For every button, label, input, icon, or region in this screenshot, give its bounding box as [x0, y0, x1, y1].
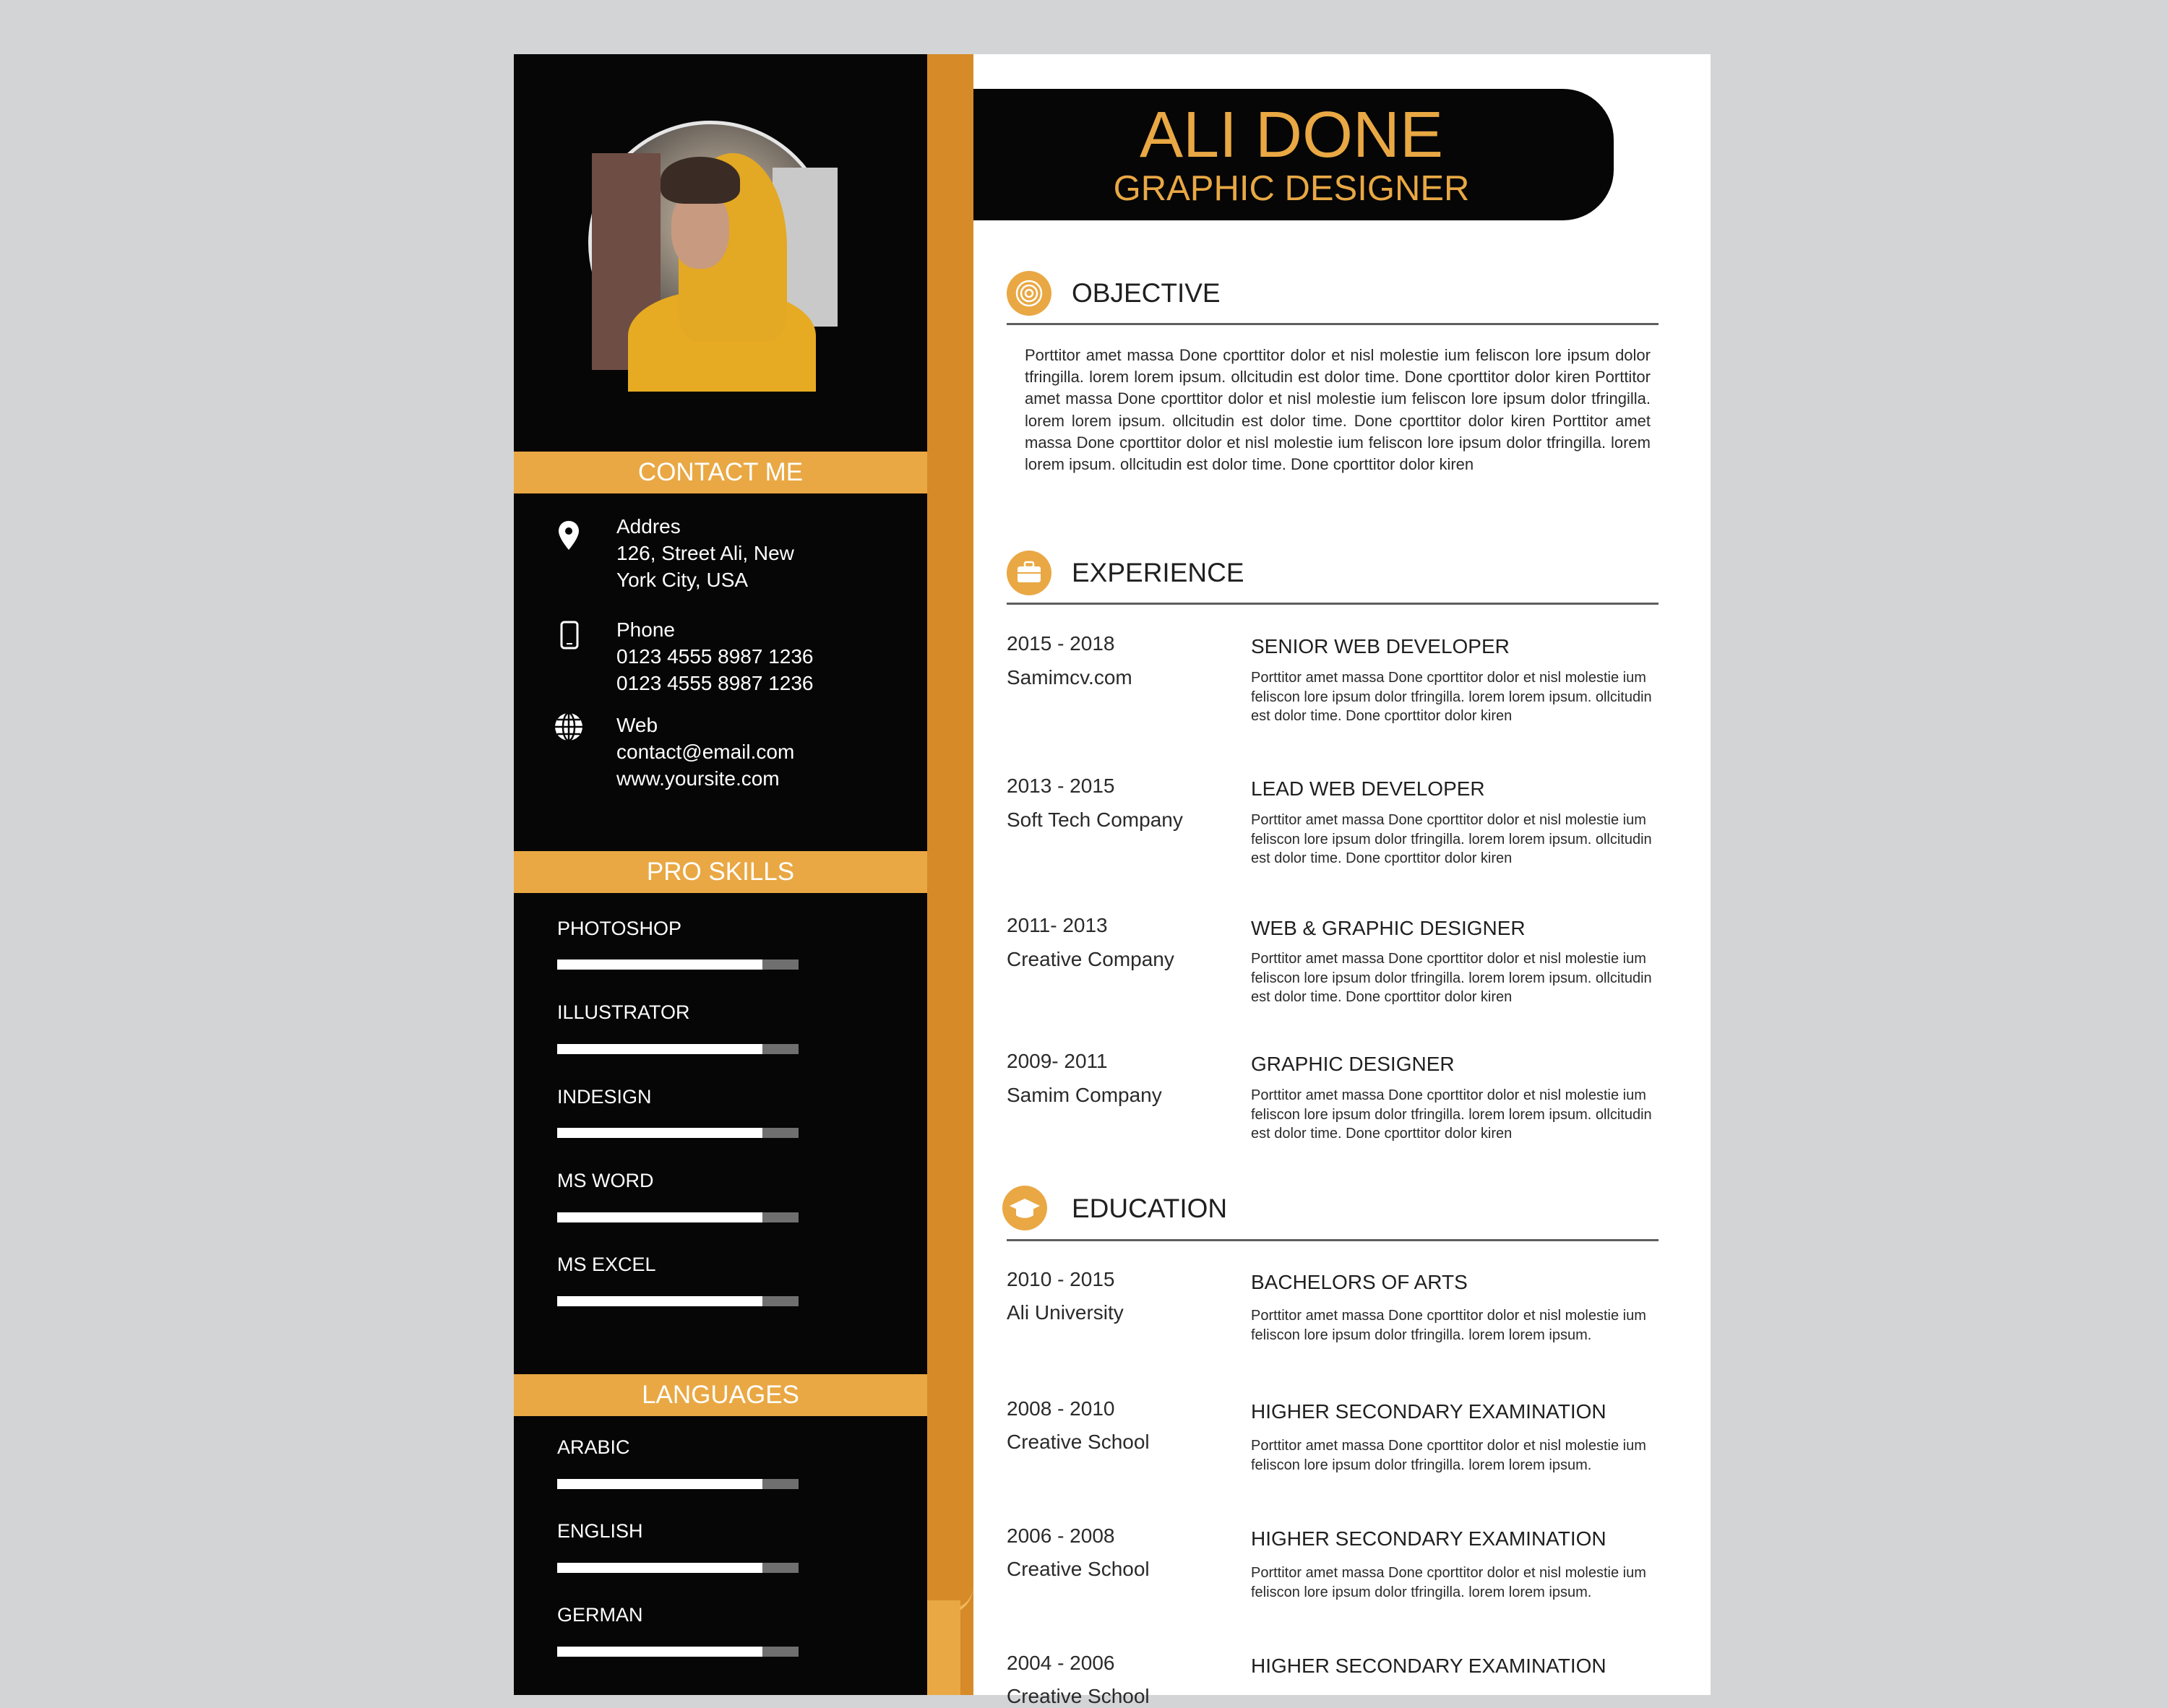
experience-company: Soft Tech Company: [1007, 808, 1183, 831]
section-divider: [1007, 603, 1659, 605]
phone-number: 0123 4555 8987 1236: [616, 672, 814, 694]
skill-name: PHOTOSHOP: [557, 918, 682, 939]
accent-strip: [927, 54, 973, 1695]
education-degree: HIGHER SECONDARY EXAMINATION: [1251, 1655, 1606, 1677]
education-school: Creative School: [1007, 1685, 1150, 1707]
education-description: Porttitor amet massa Done cporttitor dolor et nisl molestie ium feliscon lore ipsum dolor tfringilla. lorem lorem ipsum.: [1251, 1308, 1646, 1343]
person-name: ALI DONE: [1139, 99, 1444, 171]
language-name: GERMAN: [557, 1604, 643, 1626]
skill-name: INDESIGN: [557, 1086, 652, 1108]
education-degree: HIGHER SECONDARY EXAMINATION: [1251, 1400, 1606, 1423]
phone-icon: [551, 618, 586, 652]
contact-address: [616, 513, 794, 593]
experience-heading: EXPERIENCE: [1072, 558, 1244, 587]
education-description: Porttitor amet massa Done cporttitor dolor et nisl molestie ium feliscon lore ipsum dolor tfringilla. lorem lorem ipsum.: [1251, 1565, 1646, 1600]
address-line: 126, Street Ali, New: [616, 542, 794, 564]
contact-web: [616, 712, 794, 792]
language-name: ENGLISH: [557, 1520, 643, 1542]
language-bar: [557, 1479, 799, 1489]
contact-phone: [616, 616, 814, 696]
experience-company: Samimcv.com: [1007, 666, 1132, 689]
section-divider: [1007, 1239, 1659, 1241]
education-school: Creative School: [1007, 1558, 1150, 1580]
experience-title: WEB & GRAPHIC DESIGNER: [1251, 917, 1526, 939]
education-school: Ali University: [1007, 1301, 1124, 1324]
resume-page: [514, 54, 1711, 1707]
address-label: Addres: [616, 515, 681, 538]
contact-heading: CONTACT ME: [514, 452, 927, 493]
target-icon: [1007, 271, 1051, 316]
website-text: www.yoursite.com: [616, 767, 780, 790]
skill-name: MS WORD: [557, 1170, 654, 1191]
profile-photo: [588, 121, 833, 365]
skill-name: MS EXCEL: [557, 1254, 656, 1275]
education-degree: HIGHER SECONDARY EXAMINATION: [1251, 1527, 1606, 1550]
phone-label: Phone: [616, 618, 675, 641]
experience-title: SENIOR WEB DEVELOPER: [1251, 635, 1510, 657]
languages-heading: LANGUAGES: [514, 1374, 927, 1416]
experience-title: GRAPHIC DESIGNER: [1251, 1053, 1455, 1075]
sidebar: [514, 54, 927, 1695]
skill-bar: [557, 1212, 799, 1222]
education-years: 2004 - 2006: [1007, 1652, 1115, 1674]
skill-bar: [557, 1128, 799, 1138]
language-bar: [557, 1563, 799, 1573]
experience-years: 2009- 2011: [1007, 1050, 1108, 1072]
language-name: ARABIC: [557, 1436, 630, 1458]
skill-bar: [557, 1296, 799, 1306]
briefcase-icon: [1007, 551, 1051, 595]
experience-years: 2011- 2013: [1007, 914, 1108, 936]
experience-years: 2013 - 2015: [1007, 775, 1115, 797]
education-degree: BACHELORS OF ARTS: [1251, 1271, 1468, 1293]
experience-title: LEAD WEB DEVELOPER: [1251, 777, 1485, 800]
education-description: Porttitor amet massa Done cporttitor dolor et nisl molestie ium feliscon lore ipsum dolor tfringilla. lorem lorem ipsum.: [1251, 1438, 1646, 1473]
education-school: Creative School: [1007, 1431, 1150, 1453]
phone-number: 0123 4555 8987 1236: [616, 645, 814, 668]
section-divider: [1007, 323, 1659, 325]
experience-years: 2015 - 2018: [1007, 632, 1115, 655]
email-text: contact@email.com: [616, 741, 795, 763]
language-bar: [557, 1647, 799, 1657]
experience-description: Porttitor amet massa Done cporttitor dolor et nisl molestie ium feliscon lore ipsum dolor tfringilla. lorem lorem ipsum. ollcitudin est dolor time. Done cporttitor dolor kiren: [1251, 951, 1652, 1005]
graduation-cap-icon: [1002, 1186, 1047, 1230]
globe-icon: [551, 709, 586, 744]
location-pin-icon: [551, 518, 586, 553]
skill-bar: [557, 959, 799, 970]
address-line: York City, USA: [616, 569, 749, 591]
education-years: 2006 - 2008: [1007, 1524, 1115, 1547]
education-years: 2010 - 2015: [1007, 1268, 1115, 1290]
skill-name: ILLUSTRATOR: [557, 1001, 690, 1023]
experience-description: Porttitor amet massa Done cporttitor dolor et nisl molestie ium feliscon lore ipsum dolor tfringilla. lorem lorem ipsum. ollcitudin est dolor time. Done cporttitor dolor kiren: [1251, 670, 1652, 724]
accent-strip-lower: [927, 1600, 960, 1695]
person-role: GRAPHIC DESIGNER: [1113, 169, 1470, 208]
skills-heading: PRO SKILLS: [514, 851, 927, 893]
objective-heading: OBJECTIVE: [1072, 278, 1221, 308]
experience-company: Samim Company: [1007, 1084, 1162, 1106]
experience-company: Creative Company: [1007, 948, 1174, 970]
objective-text: Porttitor amet massa Done cporttitor dolor et nisl molestie ium feliscon lore ipsum dolor tfringilla. lorem lorem ipsum. ollcitudin est dolor time. Done cporttitor dolor kiren Porttitor amet massa Done cporttitor dolor et nisl molestie ium feliscon lore ipsum dolor tfringilla. lorem lorem ipsum. ollcitudin est dolor time. Done cporttitor dolor kiren Porttitor amet massa Done cporttitor dolor et nisl molestie ium feliscon lore ipsum dolor tfringilla. lorem lorem ipsum. ollcitudin est dolor time. Done cporttitor dolor kiren: [1025, 346, 1651, 474]
education-heading: EDUCATION: [1072, 1194, 1228, 1223]
education-years: 2008 - 2010: [1007, 1397, 1115, 1420]
experience-description: Porttitor amet massa Done cporttitor dolor et nisl molestie ium feliscon lore ipsum dolor tfringilla. lorem lorem ipsum. ollcitudin est dolor time. Done cporttitor dolor kiren: [1251, 812, 1652, 866]
name-header: [973, 89, 1614, 220]
experience-description: Porttitor amet massa Done cporttitor dolor et nisl molestie ium feliscon lore ipsum dolor tfringilla. lorem lorem ipsum. ollcitudin est dolor time. Done cporttitor dolor kiren: [1251, 1087, 1652, 1142]
web-label: Web: [616, 714, 658, 736]
skill-bar: [557, 1044, 799, 1054]
